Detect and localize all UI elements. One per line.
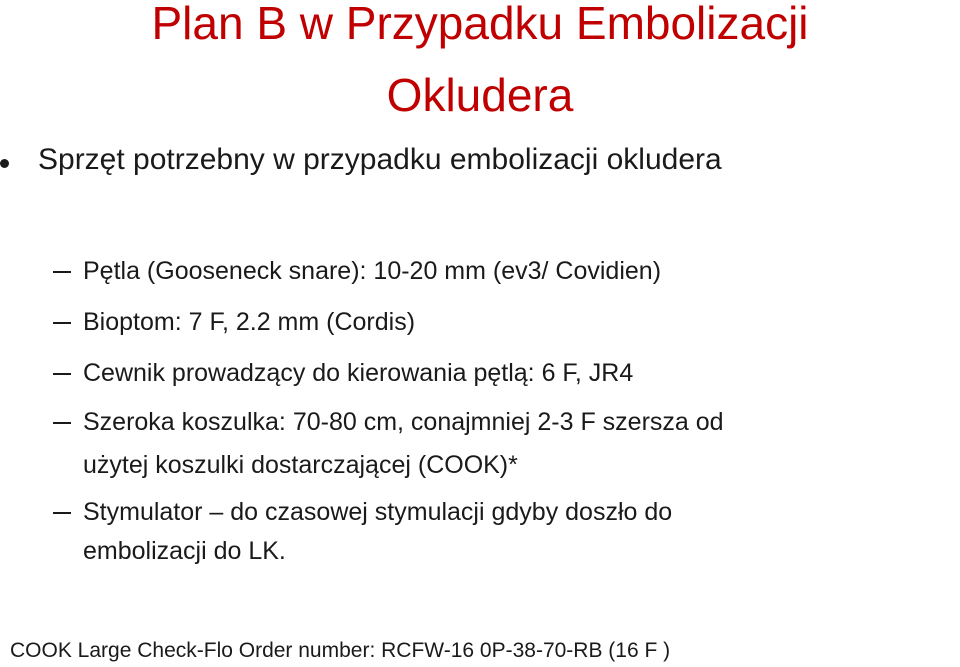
list-item-text bbox=[83, 305, 415, 339]
list-item-line1: Stymulator – do czasowej stymulacji gdyby doszło do bbox=[83, 498, 673, 526]
list-item-line1: Szeroka koszulka: 70-80 cm, conajmniej 2-3 F szersza od bbox=[83, 408, 724, 436]
list-item-line1: Cewnik prowadzący do kierowania pętlą: 6 F, JR4 bbox=[83, 359, 634, 387]
list-item-text bbox=[83, 495, 672, 568]
slide-title-line2: Okludera bbox=[386, 69, 574, 121]
footer-note: COOK Large Check-Flo Order number: RCFW-16 0P-38-70-RB (16 F ) bbox=[10, 639, 671, 662]
bullet-dot-icon bbox=[0, 159, 9, 168]
list-item-text bbox=[83, 356, 633, 390]
list-item-line1: Bioptom: 7 F, 2.2 mm (Cordis) bbox=[83, 308, 416, 336]
dash-icon bbox=[53, 322, 71, 324]
dash-icon bbox=[53, 271, 71, 273]
list-item-line2: embolizacji do LK. bbox=[83, 537, 286, 565]
dash-icon bbox=[53, 512, 71, 514]
slide-title-line1: Plan B w Przypadku Embolizacji bbox=[151, 0, 809, 49]
main-bullet-text: Sprzęt potrzebny w przypadku embolizacji okludera bbox=[38, 143, 722, 176]
list-item-text bbox=[83, 405, 724, 482]
list-item-line1: Pętla (Gooseneck snare): 10-20 mm (ev3/ Covidien) bbox=[83, 257, 662, 285]
dash-icon bbox=[53, 422, 71, 424]
dash-icon bbox=[53, 373, 71, 375]
list-item-line2: użytej koszulki dostarczającej (COOK)* bbox=[83, 451, 518, 479]
list-item-text bbox=[83, 254, 661, 288]
